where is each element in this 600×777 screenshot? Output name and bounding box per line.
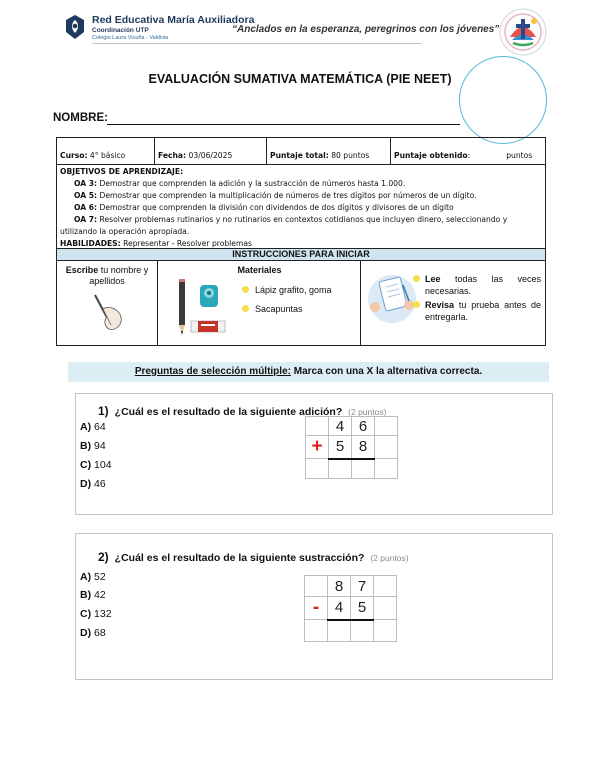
instruction-write-cell xyxy=(57,261,157,345)
answer-cell[interactable] xyxy=(351,620,374,642)
oa-code: OA 7: xyxy=(74,215,98,224)
puntaje-obtenido-cell xyxy=(390,138,545,164)
answer-option[interactable] xyxy=(80,589,106,601)
org-school: Colegio Laura Vicuña - Valdivia xyxy=(92,35,169,41)
question-card xyxy=(75,393,553,515)
objectives-block xyxy=(57,165,545,252)
writing-hand-icon xyxy=(89,291,127,335)
option-value: 64 xyxy=(94,421,106,433)
tip-review-bold: Revisa xyxy=(425,300,455,310)
materials-title: Materiales xyxy=(237,265,282,275)
org-unit: Coordinación UTP xyxy=(92,27,149,34)
objectives-heading: OBJETIVOS DE APRENDIZAJE: xyxy=(60,167,184,176)
instruction-materials-cell xyxy=(157,261,360,345)
fecha-label: Fecha: xyxy=(158,151,187,160)
pencil-icon xyxy=(178,279,186,335)
subtraction-grid xyxy=(304,575,397,642)
bullet-icon xyxy=(413,275,420,282)
digit-cell: 6 xyxy=(352,417,375,436)
oa-text: Demostrar que comprenden la adición y la sustracción de números hasta 1.000. xyxy=(99,179,406,188)
material-label: Lápiz grafito, goma xyxy=(255,285,332,295)
option-value: 104 xyxy=(94,459,112,471)
oa-continuation: utilizando la operación apropiada. xyxy=(60,227,190,236)
addition-grid xyxy=(305,416,398,479)
jubilee-seal-icon xyxy=(498,7,548,57)
answer-cell[interactable] xyxy=(328,620,351,642)
oa-code: OA 3: xyxy=(74,179,98,188)
oa-code: OA 5: xyxy=(74,191,98,200)
section-instruction: Marca con una X la alternativa correcta. xyxy=(290,366,483,377)
option-letter: D) xyxy=(80,478,92,490)
curso-cell xyxy=(57,138,154,164)
slogan: “Anclados en la esperanza, peregrinos con los jóvenes” xyxy=(232,24,500,35)
oa-text: Resolver problemas rutinarios y no rutinarios en contextos cotidianos que incluyen dinero, seleccionando y xyxy=(99,215,508,224)
skills-label: HABILIDADES: xyxy=(60,239,121,248)
option-value: 68 xyxy=(94,627,106,639)
eraser-icon xyxy=(190,319,226,333)
answer-option[interactable] xyxy=(80,571,106,583)
oa-item xyxy=(60,202,542,214)
instructions-header: INSTRUCCIONES PARA INICIAR xyxy=(56,248,546,261)
digit-cell: 4 xyxy=(328,597,351,620)
tip-review xyxy=(425,299,541,323)
curso-value: 4° básico xyxy=(89,151,126,160)
tip-review-rest: tu prueba antes de entregarla. xyxy=(425,300,541,322)
bullet-icon xyxy=(413,301,420,308)
question-number: 2) xyxy=(98,550,109,564)
option-letter: B) xyxy=(80,440,92,452)
bullet-icon xyxy=(242,286,249,293)
answer-cell[interactable] xyxy=(329,459,352,479)
oa-item xyxy=(60,178,542,190)
material-item xyxy=(242,285,332,295)
oa-text: Demostrar que comprenden la división con dividendos de dos dígitos y divisores de un dígito xyxy=(99,203,454,212)
name-label: NOMBRE: xyxy=(53,112,108,124)
question-text: ¿Cuál es el resultado de la siguiente adición? xyxy=(114,406,343,418)
section-header xyxy=(68,362,549,382)
question-card xyxy=(75,533,553,680)
tip-read-bold: Lee xyxy=(425,274,441,284)
info-table xyxy=(56,137,546,253)
digit-cell: 4 xyxy=(329,417,352,436)
puntaje-total-cell xyxy=(266,138,390,164)
answer-option[interactable] xyxy=(80,459,112,471)
oa-code: OA 6: xyxy=(74,203,98,212)
question-points: (2 puntos) xyxy=(348,407,387,417)
oa-item xyxy=(60,190,542,202)
tip-read xyxy=(425,273,541,297)
page-title: EVALUACIÓN SUMATIVA MATEMÁTICA (PIE NEET) xyxy=(148,72,452,86)
question-number: 1) xyxy=(98,404,109,418)
option-value: 94 xyxy=(94,440,106,452)
option-letter: D) xyxy=(80,627,92,639)
score-circle xyxy=(459,56,547,144)
answer-option[interactable] xyxy=(80,478,106,490)
instructions-panel xyxy=(56,261,546,346)
name-field-line[interactable] xyxy=(107,124,460,125)
option-value: 46 xyxy=(94,478,106,490)
fecha-cell xyxy=(154,138,266,164)
digit-cell: 8 xyxy=(328,576,351,597)
material-label: Sacapuntas xyxy=(255,304,303,314)
oa-text: Demostrar que comprenden la multiplicación de números de tres dígitos por números de un dígito. xyxy=(99,191,477,200)
option-letter: C) xyxy=(80,459,92,471)
curso-label: Curso: xyxy=(60,151,88,160)
oa-item xyxy=(60,214,542,226)
bullet-icon xyxy=(242,305,249,312)
answer-option[interactable] xyxy=(80,627,106,639)
option-letter: B) xyxy=(80,589,92,601)
puntaje-total-label: Puntaje total: xyxy=(270,151,329,160)
answer-option[interactable] xyxy=(80,608,112,620)
tip-read-rest: todas las veces necesarias. xyxy=(425,274,541,296)
puntaje-total-value: 80 puntos xyxy=(331,151,370,160)
reading-clipboard-icon xyxy=(365,267,419,327)
option-value: 132 xyxy=(94,608,112,620)
write-instruction xyxy=(57,265,157,287)
answer-option[interactable] xyxy=(80,421,106,433)
instruction-tips-cell xyxy=(360,261,545,345)
answer-cell[interactable] xyxy=(352,459,375,479)
question-points: (2 puntos) xyxy=(370,553,409,563)
puntos-word: puntos xyxy=(506,151,533,160)
digit-cell: 5 xyxy=(329,436,352,459)
answer-option[interactable] xyxy=(80,440,106,452)
network-logo-icon xyxy=(64,14,86,40)
section-label: Preguntas de selección múltiple: xyxy=(134,366,291,377)
option-value: 42 xyxy=(94,589,106,601)
material-item xyxy=(242,304,303,314)
option-letter: A) xyxy=(80,421,92,433)
write-rest: tu nombre y apellidos xyxy=(89,265,149,286)
puntaje-obtenido-sep: : xyxy=(467,151,471,160)
sharpener-icon xyxy=(198,281,220,309)
option-letter: C) xyxy=(80,608,92,620)
plus-sign: + xyxy=(306,436,329,459)
digit-cell: 5 xyxy=(351,597,374,620)
question-title xyxy=(98,550,409,564)
question-text: ¿Cuál es el resultado de la siguiente sustracción? xyxy=(114,552,365,564)
digit-cell: 7 xyxy=(351,576,374,597)
option-letter: A) xyxy=(80,571,92,583)
skills-value: Representar - Resolver problemas xyxy=(123,239,252,248)
puntaje-obtenido-label: Puntaje obtenido xyxy=(394,151,468,160)
write-bold: Escribe xyxy=(65,265,99,275)
digit-cell: 8 xyxy=(352,436,375,459)
info-header-row xyxy=(57,138,545,165)
minus-sign: - xyxy=(305,597,328,620)
fecha-value: 03/06/2025 xyxy=(188,151,233,160)
org-name: Red Educativa María Auxiliadora xyxy=(92,14,255,26)
option-value: 52 xyxy=(94,571,106,583)
header-divider xyxy=(92,43,422,44)
